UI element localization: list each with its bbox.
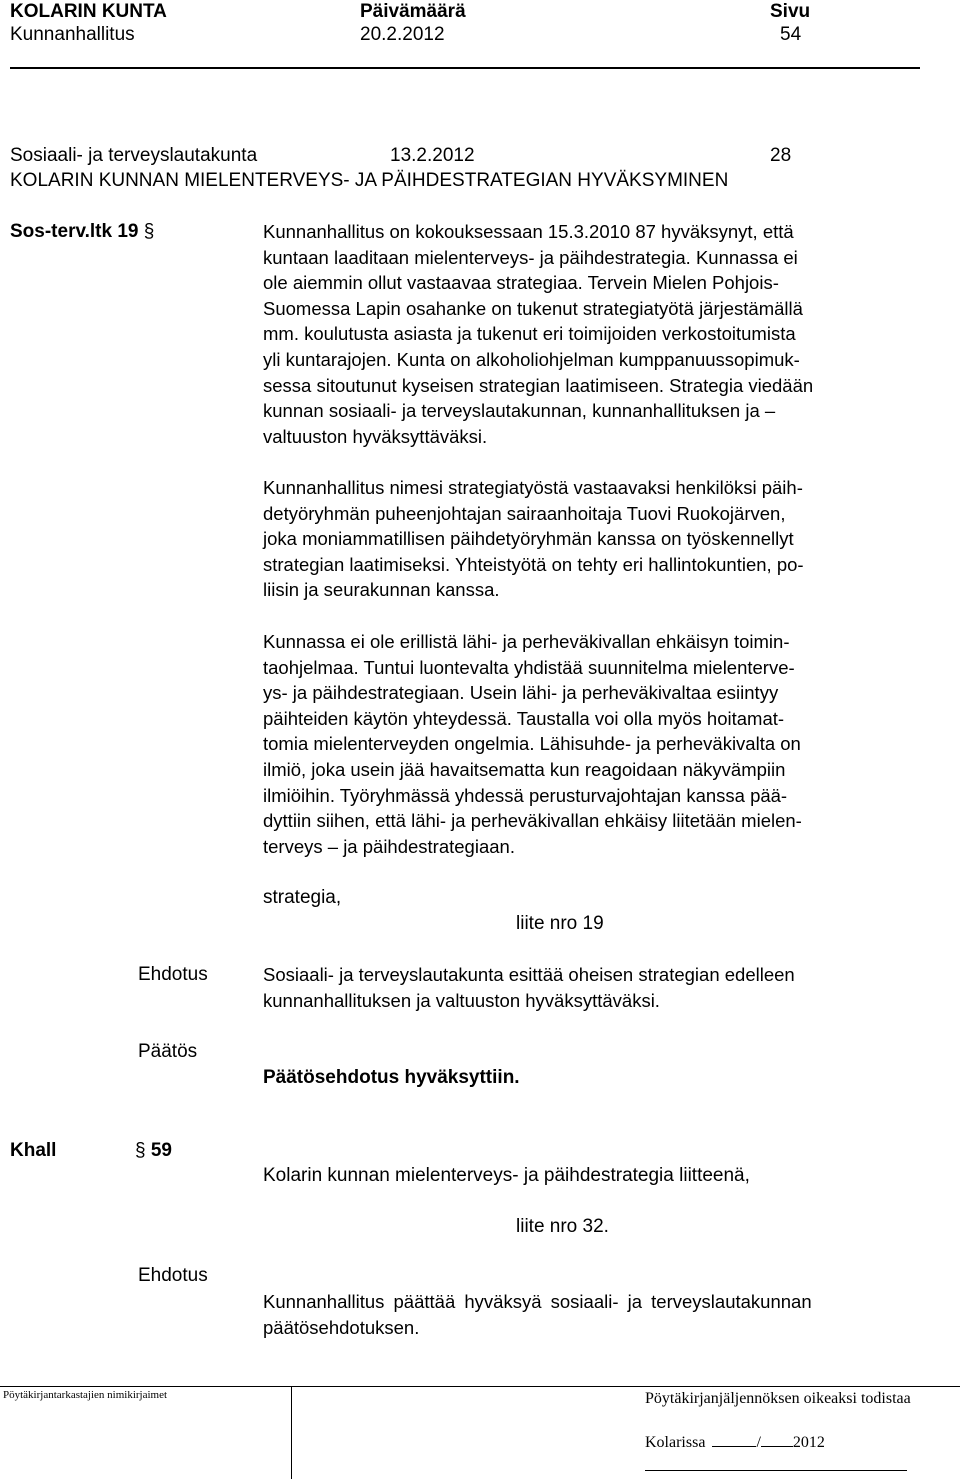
paragraph-line: taohjelmaa. Tuntui luontevalta yhdistää suunnitelma mielenterve-	[263, 656, 795, 678]
footer-bottom-rule	[645, 1470, 907, 1471]
paragraph-line: kunnan sosiaali- ja terveyslautakunnan, kunnanhallituksen ja –	[263, 400, 776, 422]
body-name: Kunnanhallitus	[10, 24, 135, 45]
section2-attachment: liite nro 32.	[516, 1216, 609, 1237]
paragraph-line: sessa sitoutunut kyseisen strategian laatimiseen. Strategia viedään	[263, 374, 814, 396]
paragraph-line: päihteiden käytön yhteydessä. Taustalla voi olla myös hoitamat-	[263, 707, 785, 729]
section2-number-text: 59	[150, 1140, 172, 1161]
footer-left-label: Pöytäkirjantarkastajien nimikirjaimet	[3, 1389, 168, 1401]
paragraph-line: mm. koulutusta asiasta ja tukenut eri toimijoiden verkostoitumista	[263, 323, 796, 345]
footer-right-label: Pöytäkirjanjäljennöksen oikeaksi todistaa	[645, 1390, 911, 1407]
paragraph-line: joka moniammatillisen päihdetyöryhmän kanssa on työskennellyt	[263, 528, 794, 550]
section-mark-icon: §	[143, 221, 155, 242]
paragraph-line: terveys – ja päihdestrategiaan.	[263, 835, 515, 857]
page-label: Sivu	[770, 1, 811, 22]
proposal-line: päätösehdotuksen.	[263, 1316, 420, 1338]
proposal-label: Ehdotus	[138, 964, 208, 985]
proposal-line: Sosiaali- ja terveyslautakunta esittää oheisen strategian edelleen	[263, 964, 795, 985]
ref-date: 13.2.2012	[390, 145, 475, 166]
paragraph-line: liisin ja seurakunnan kanssa.	[263, 579, 500, 601]
section2-label: Khall	[10, 1140, 57, 1161]
paragraph-line: ole aiemmin ollut vastaavaa strategiaa. Tervein Mielen Pohjois-	[263, 272, 779, 294]
header-rule	[10, 67, 920, 69]
paragraph-line: ilmiöihin. Työryhmässä yhdessä perusturvajohtajan kanssa pää-	[263, 784, 788, 806]
paragraph-line: valtuuston hyväksyttäväksi.	[263, 425, 488, 447]
paragraph-line: ys- ja päihdestrategiaan. Usein lähi- ja perheväkivaltaa esiintyy	[263, 682, 779, 704]
paragraph-line: Suomessa Lapin osahanke on tukenut strategiatyötä järjestämällä	[263, 297, 803, 319]
attachment-word: strategia,	[263, 887, 342, 908]
ref-number: 28	[770, 145, 792, 166]
section-label-text: Sos-terv.ltk 19	[10, 221, 139, 242]
section2-number	[135, 1140, 172, 1162]
section2-proposal-text	[263, 1289, 943, 1340]
meeting-date: 20.2.2012	[360, 24, 445, 45]
decision-label: Päätös	[138, 1041, 198, 1062]
footer-rule	[0, 1386, 960, 1387]
section2-text: Kolarin kunnan mielenterveys- ja päihdestrategia liitteenä,	[263, 1165, 750, 1186]
paragraph-line: dyttiin siihen, että lähi- ja perheväkivallan ehkäisy liitetään mielen-	[263, 810, 802, 832]
attachment-number: liite nro 19	[516, 913, 604, 934]
paragraph-line: kuntaan laaditaan mielenterveys- ja päihdestrategia. Kunnassa ei	[263, 246, 798, 268]
section-mark-icon: §	[135, 1140, 146, 1161]
paragraph-line: strategian laatimiseksi. Yhteistyötä on tehty eri hallintokuntien, po-	[263, 553, 804, 575]
section-label	[10, 221, 154, 243]
footer-day-blank	[712, 1434, 756, 1447]
paragraph-line: tomia mielenterveyden ongelmia. Lähisuhde- ja perheväkivalta on	[263, 733, 801, 755]
date-label: Päivämäärä	[360, 1, 466, 22]
paragraph-3	[263, 629, 943, 859]
org-name: KOLARIN KUNTA	[10, 1, 167, 22]
footer-slash: /	[756, 1434, 761, 1451]
footer-year: 2012	[792, 1434, 825, 1451]
proposal-text	[263, 962, 943, 1013]
footer-divider	[291, 1386, 292, 1479]
paragraph-line: yli kuntarajojen. Kunta on alkoholiohjelman kumppanuussopimuk-	[263, 348, 800, 370]
proposal-line: Kunnanhallitus päättää hyväksyä sosiaali- ja terveyslautakunnan	[263, 1291, 812, 1312]
paragraph-1	[263, 219, 943, 449]
ref-committee: Sosiaali- ja terveyslautakunta	[10, 145, 258, 166]
footer-signature-line	[645, 1434, 825, 1452]
paragraph-line: Kunnanhallitus on kokouksessaan 15.3.2010 87 hyväksynyt, että	[263, 221, 794, 242]
document-title: KOLARIN KUNNAN MIELENTERVEYS- JA PÄIHDESTRATEGIAN HYVÄKSYMINEN	[10, 170, 729, 191]
paragraph-line: Kunnassa ei ole erillistä lähi- ja perheväkivallan ehkäisyn toimin-	[263, 631, 790, 652]
paragraph-line: Kunnanhallitus nimesi strategiatyöstä vastaavaksi henkilöksi päih-	[263, 477, 803, 498]
decision-text: Päätösehdotus hyväksyttiin.	[263, 1067, 520, 1088]
footer-place: Kolarissa	[645, 1434, 706, 1451]
paragraph-line: detyöryhmän puheenjohtajan sairaanhoitaja Tuovi Ruokojärven,	[263, 502, 786, 524]
paragraph-line: ilmiö, joka usein jää havaitsematta kun reagoidaan näkyvämpiin	[263, 758, 786, 780]
paragraph-2	[263, 475, 943, 603]
proposal-line: kunnanhallituksen ja valtuuston hyväksyttäväksi.	[263, 989, 660, 1011]
page-number: 54	[780, 24, 802, 45]
footer-month-blank	[761, 1434, 793, 1447]
section2-proposal-label: Ehdotus	[138, 1265, 208, 1286]
